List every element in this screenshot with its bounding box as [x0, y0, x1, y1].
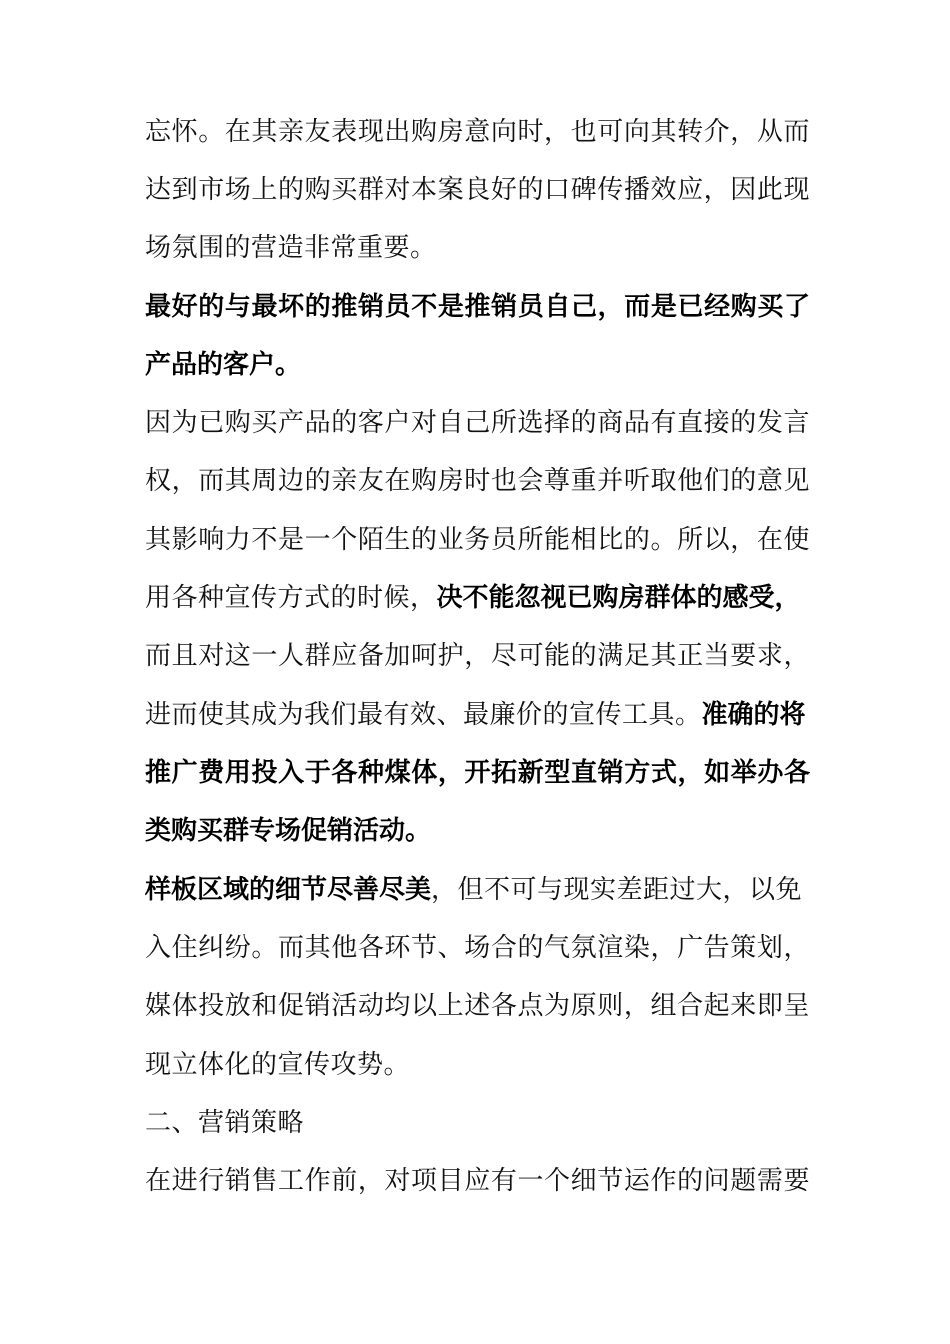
- bold-text: 样板区域的细节尽善尽美: [145, 875, 432, 905]
- bold-statement-line: 最好的与最坏的推销员不是推销员自己，而是已经购买了: [145, 292, 810, 322]
- body-line: 入住纠纷。而其他各环节、场合的气氛渲染，广告策划，: [145, 933, 810, 963]
- body-text: 进而使其成为我们最有效、最廉价的宣传工具。: [145, 700, 702, 730]
- body-line: 权，而其周边的亲友在购房时也会尊重并听取他们的意见: [145, 466, 810, 496]
- bold-text: 决不能忽视已购房群体的感受，: [436, 583, 801, 613]
- bold-statement-line: 产品的客户。: [145, 350, 302, 380]
- bold-text: 准确的将: [701, 700, 806, 730]
- body-line: 媒体投放和促销活动均以上述各点为原则，组合起来即呈: [145, 991, 810, 1021]
- body-line: 其影响力不是一个陌生的业务员所能相比的。所以，在使: [145, 525, 810, 555]
- body-line: 在进行销售工作前，对项目应有一个细节运作的问题需要: [145, 1166, 810, 1196]
- mixed-line: [145, 578, 810, 618]
- section-heading: 二、营销策略: [145, 1108, 305, 1138]
- body-line: 场氛围的营造非常重要。: [145, 233, 437, 263]
- body-line: 现立体化的宣传攻势。: [145, 1050, 411, 1080]
- body-line: 忘怀。在其亲友表现出购房意向时，也可向其转介，从而: [145, 117, 810, 147]
- body-line: 达到市场上的购买群对本案良好的口碑传播效应，因此现: [145, 175, 810, 205]
- mixed-line: [145, 695, 810, 735]
- bold-statement-line: 类购买群专场促销活动。: [145, 816, 432, 846]
- bold-statement-line: 推广费用投入于各种煤体，开拓新型直销方式，如举办各: [145, 758, 810, 788]
- mixed-line: [145, 870, 810, 910]
- body-line: 而且对这一人群应备加呵护，尽可能的满足其正当要求，: [145, 641, 810, 671]
- body-text: 用各种宣传方式的时候，: [145, 583, 437, 613]
- body-line: 因为已购买产品的客户对自己所选择的商品有直接的发言: [145, 408, 810, 438]
- body-text: ，但不可与现实差距过大，以免: [431, 875, 803, 905]
